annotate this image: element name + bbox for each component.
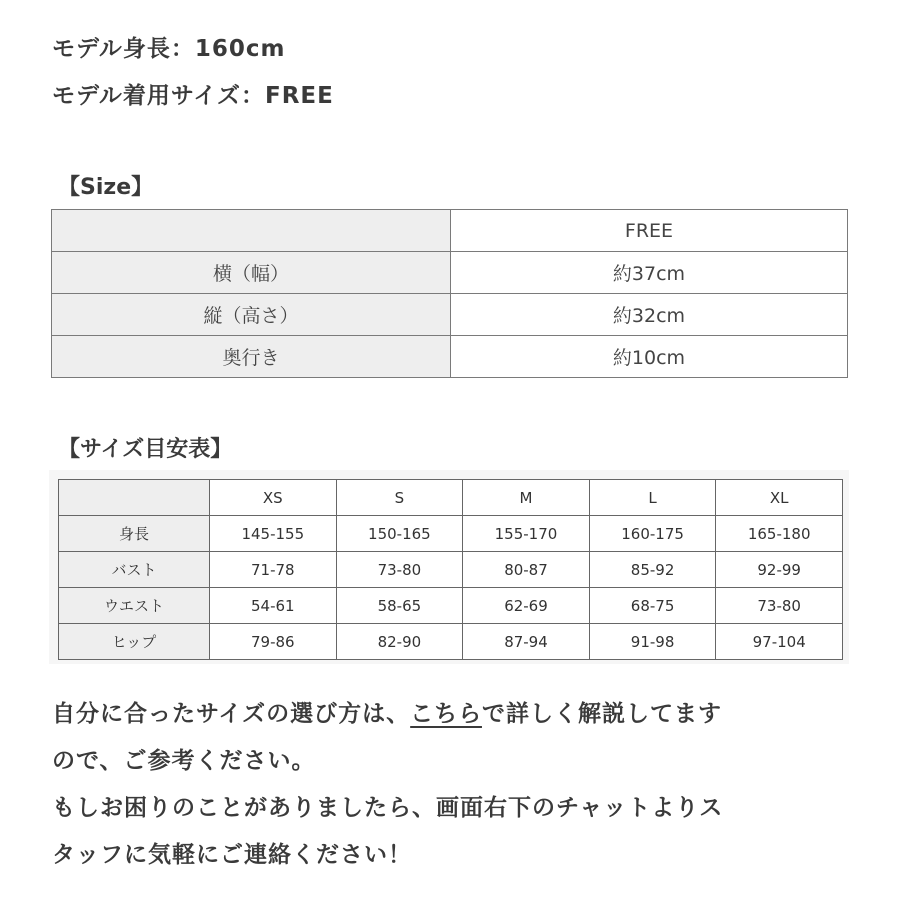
size-guide-cell: 82-90 [336, 624, 463, 660]
table-row [52, 336, 848, 378]
size-table-corner [52, 210, 451, 252]
size-guide-cell: 160-175 [589, 516, 716, 552]
size-column-header: FREE [451, 210, 848, 252]
size-guide-cell: 155-170 [463, 516, 590, 552]
size-guide-cell: 92-99 [716, 552, 843, 588]
table-row [52, 252, 848, 294]
size-guide-row-label: ウエスト [59, 588, 210, 624]
size-guide-cell: 80-87 [463, 552, 590, 588]
note-line-2: ので、ご参考ください。 [52, 748, 316, 774]
size-guide-cell: 165-180 [716, 516, 843, 552]
size-table-header-row [52, 210, 848, 252]
size-guide-cell: 85-92 [589, 552, 716, 588]
note-line-4: タッフに気軽にご連絡ください！ [52, 842, 412, 868]
size-guide-row-label: ヒップ [59, 624, 210, 660]
size-guide-cell: 68-75 [589, 588, 716, 624]
size-guide-cell: 150-165 [336, 516, 463, 552]
size-table [51, 209, 848, 378]
table-row [59, 516, 843, 552]
size-guide-cell: 62-69 [463, 588, 590, 624]
size-guide-link[interactable]: こちら [410, 701, 482, 727]
model-height-text: モデル身長：160cm [52, 36, 286, 62]
size-row-label: 横（幅） [52, 252, 451, 294]
note-text-after-link: で詳しく解説してます [481, 701, 722, 727]
size-guide-column-m: M [463, 480, 590, 516]
size-guide-header-row [59, 480, 843, 516]
size-guide-column-xs: XS [210, 480, 337, 516]
size-guide-cell: 73-80 [336, 552, 463, 588]
note-line-3: もしお困りのことがありましたら、画面右下のチャットよりス [52, 795, 724, 821]
size-guide-column-s: S [336, 480, 463, 516]
size-row-label: 奥行き [52, 336, 451, 378]
size-guide-table [58, 479, 843, 660]
size-guide-column-l: L [589, 480, 716, 516]
size-guide-cell: 71-78 [210, 552, 337, 588]
size-guide-row-label: バスト [59, 552, 210, 588]
size-row-label: 縦（高さ） [52, 294, 451, 336]
size-guide-cell: 87-94 [463, 624, 590, 660]
size-guide-cell: 54-61 [210, 588, 337, 624]
size-guide-heading: 【サイズ目安表】 [58, 437, 233, 462]
size-heading: 【Size】 [58, 175, 154, 200]
size-guide-column-xl: XL [716, 480, 843, 516]
size-guide-cell: 91-98 [589, 624, 716, 660]
size-guide-cell: 97-104 [716, 624, 843, 660]
table-row [59, 552, 843, 588]
size-guide-cell: 73-80 [716, 588, 843, 624]
model-size-text: モデル着用サイズ：FREE [52, 83, 334, 109]
note-text-before-link: 自分に合ったサイズの選び方は、 [52, 701, 411, 727]
size-guide-corner [59, 480, 210, 516]
size-row-value: 約37cm [451, 252, 848, 294]
size-guide-row-label: 身長 [59, 516, 210, 552]
size-row-value: 約32cm [451, 294, 848, 336]
table-row [59, 588, 843, 624]
size-row-value: 約10cm [451, 336, 848, 378]
table-row [59, 624, 843, 660]
table-row [52, 294, 848, 336]
size-guide-cell: 145-155 [210, 516, 337, 552]
size-guide-cell: 58-65 [336, 588, 463, 624]
size-guide-note-line [52, 695, 722, 728]
size-guide-cell: 79-86 [210, 624, 337, 660]
